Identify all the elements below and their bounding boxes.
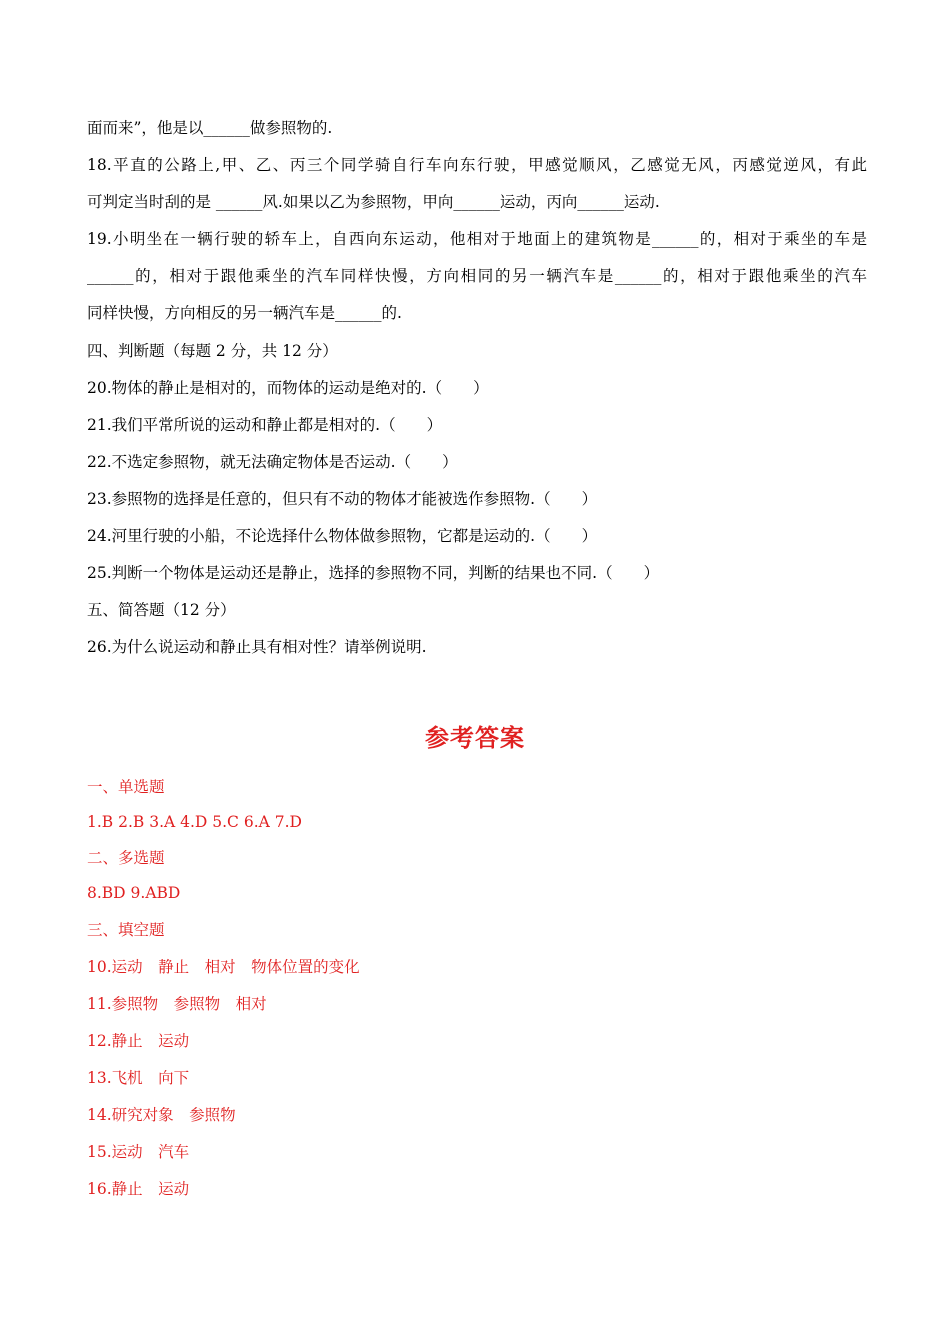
answer-11: 11.参照物 参照物 相对	[87, 995, 267, 1013]
answer-key-title: 参考答案	[425, 723, 525, 752]
question-21: 21.我们平常所说的运动和静止都是相对的.（ ）	[87, 416, 443, 434]
question-18-line-2: 可判定当时刮的是 ______风.如果以乙为参照物，甲向______运动，丙向______运动.	[87, 193, 660, 211]
question-19-line-2: ______的，相对于跟他乘坐的汽车同样快慢，方向相同的另一辆汽车是______的，相对于跟他乘坐的汽车	[87, 267, 867, 285]
answer-section-2-heading: 二、多选题	[87, 849, 165, 867]
question-26: 26.为什么说运动和静止具有相对性？请举例说明.	[87, 638, 427, 656]
answer-12: 12.静止 运动	[87, 1032, 190, 1050]
question-18-line-1: 18.平直的公路上,甲、乙、丙三个同学骑自行车向东行驶，甲感觉顺风，乙感觉无风，丙感觉逆风，有此	[87, 156, 867, 174]
answer-section-1-heading: 一、单选题	[87, 778, 165, 796]
answer-16: 16.静止 运动	[87, 1180, 190, 1198]
question-19-line-3: 同样快慢，方向相反的另一辆汽车是______的.	[87, 304, 402, 322]
question-20: 20.物体的静止是相对的，而物体的运动是绝对的.（ ）	[87, 379, 489, 397]
answer-section-1: 1.B 2.B 3.A 4.D 5.C 6.A 7.D	[87, 813, 302, 831]
answer-section-2: 8.BD 9.ABD	[87, 884, 181, 902]
question-23: 23.参照物的选择是任意的，但只有不动的物体才能被选作参照物.（ ）	[87, 490, 598, 508]
section-5-heading: 五、简答题（12 分）	[87, 601, 236, 619]
answer-13: 13.飞机 向下	[87, 1069, 190, 1087]
question-24: 24.河里行驶的小船，不论选择什么物体做参照物，它都是运动的.（ ）	[87, 527, 598, 545]
section-4-heading: 四、判断题（每题 2 分，共 12 分）	[87, 342, 338, 360]
question-25: 25.判断一个物体是运动还是静止，选择的参照物不同，判断的结果也不同.（ ）	[87, 564, 660, 582]
question-22: 22.不选定参照物，就无法确定物体是否运动.（ ）	[87, 453, 458, 471]
answer-14: 14.研究对象 参照物	[87, 1106, 236, 1124]
answer-section-3-heading: 三、填空题	[87, 921, 165, 939]
question-17-continuation: 面而来”，他是以______做参照物的.	[87, 119, 333, 137]
answer-10: 10.运动 静止 相对 物体位置的变化	[87, 958, 360, 976]
question-19-line-1: 19.小明坐在一辆行驶的轿车上，自西向东运动，他相对于地面上的建筑物是______的，相对于乘坐的车是	[87, 230, 867, 248]
answer-15: 15.运动 汽车	[87, 1143, 190, 1161]
